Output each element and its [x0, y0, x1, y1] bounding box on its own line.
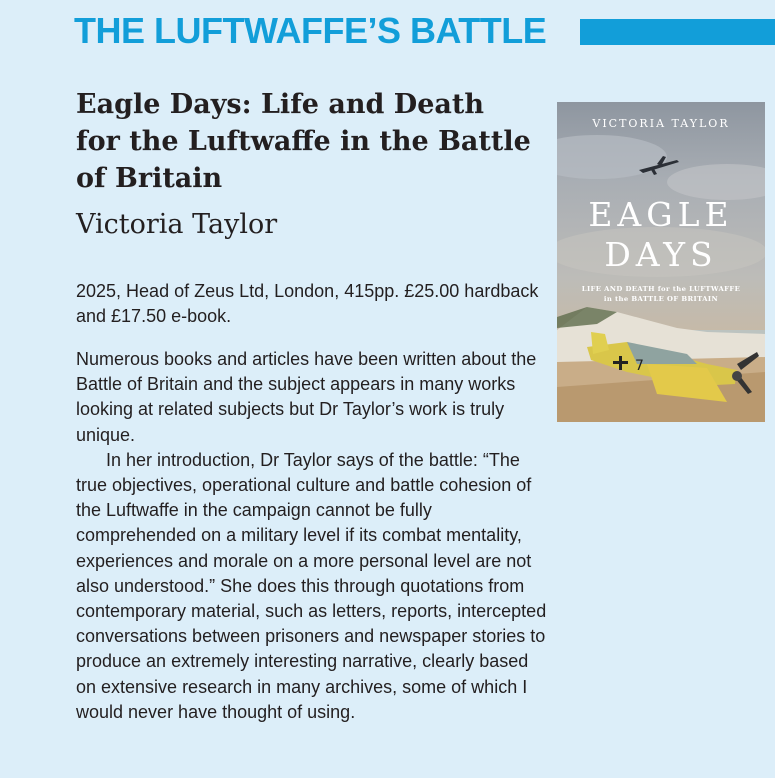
heading-accent-bar — [580, 19, 775, 45]
book-author: Victoria Taylor — [76, 209, 278, 240]
cover-subtitle-line: LIFE AND DEATH for the LUFTWAFFE — [581, 285, 741, 293]
svg-text:7: 7 — [635, 358, 644, 374]
publication-details: 2025, Head of Zeus Ltd, London, 415pp. £25.00 hardback and £17.50 e-book. — [76, 281, 539, 326]
book-title: Eagle Days: Life and Death for the Luftwaffe in the Battle of Britain — [76, 89, 531, 194]
book-cover-image — [557, 102, 765, 422]
cover-subtitle-line: in the BATTLE OF BRITAIN — [603, 295, 719, 303]
cover-title-line: EAGLE — [588, 195, 734, 234]
review-body — [76, 347, 551, 725]
section-heading: THE LUFTWAFFE’S BATTLE — [74, 10, 547, 51]
review-paragraph: Numerous books and articles have been written about the Battle of Britain and the subject appears in many works looking at related subjects but Dr Taylor’s work is truly unique. — [76, 349, 537, 445]
cover-title-line: DAYS — [604, 235, 718, 274]
cover-title — [557, 195, 765, 275]
cover-subtitle — [557, 284, 765, 304]
cover-author: VICTORIA TAYLOR — [592, 117, 730, 130]
review-paragraph: In her introduction, Dr Taylor says of the battle: “The true objectives, operational culture and battle cohesion of the Luftwaffe in the campaign cannot be fully comprehended on a military level if its combat mentality, experiences and morale on a more personal level are not also understood.” She does this through quotations from contemporary material, such as letters, reports, intercepted conversations between prisoners and newspaper stories to produce an extremely interesting narrative, clearly based on extensive research in many archives, some of which I would never have thought of using. — [76, 449, 547, 722]
